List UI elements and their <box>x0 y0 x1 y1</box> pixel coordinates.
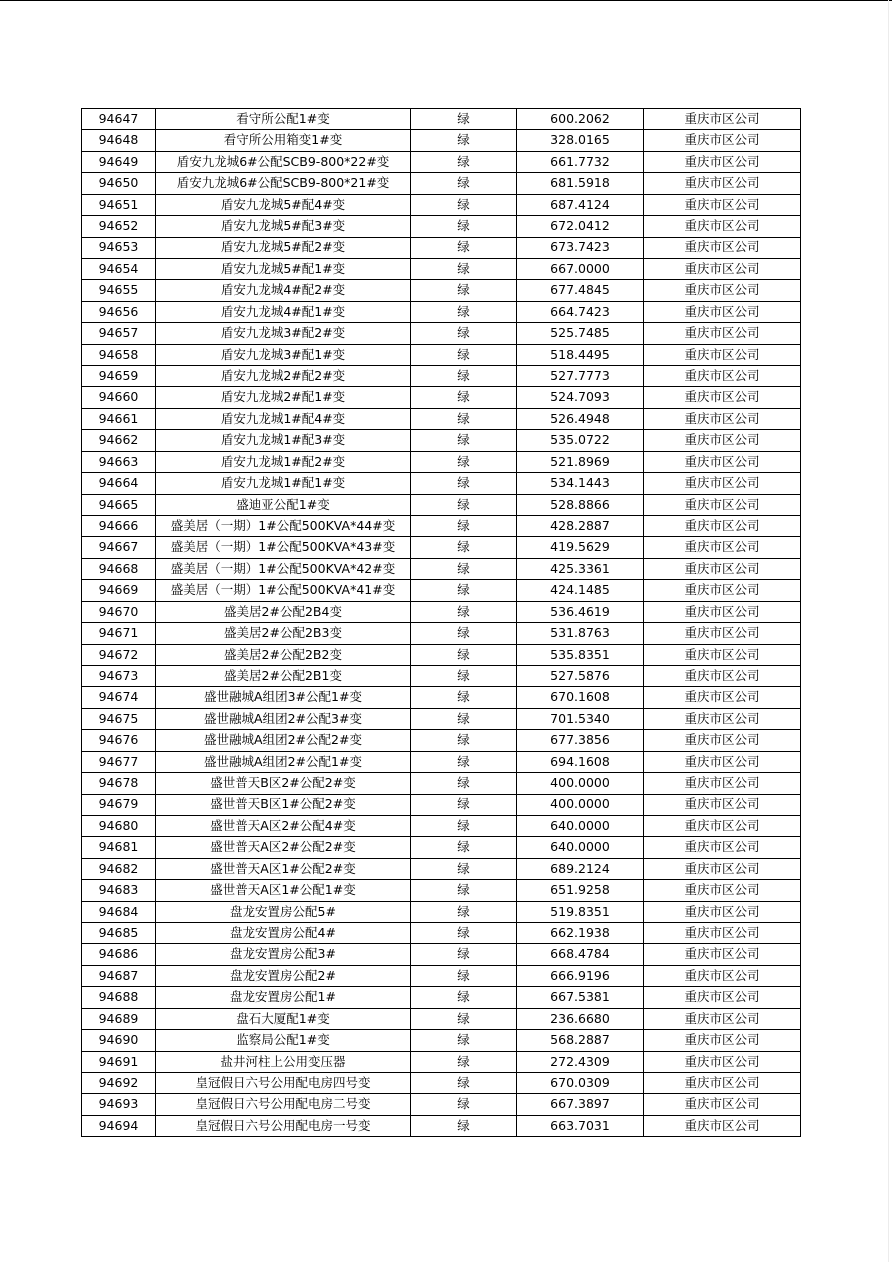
row-id-cell: 94676 <box>82 730 156 751</box>
row-id-cell: 94688 <box>82 987 156 1008</box>
row-company-cell: 重庆市区公司 <box>644 944 801 965</box>
row-company-cell: 重庆市区公司 <box>644 258 801 279</box>
row-name-cell: 看守所公用箱变1#变 <box>156 130 411 151</box>
row-color-cell: 绿 <box>411 1115 517 1136</box>
table-row <box>82 708 801 729</box>
row-color-cell: 绿 <box>411 537 517 558</box>
row-id-cell: 94673 <box>82 665 156 686</box>
row-color-cell: 绿 <box>411 216 517 237</box>
row-id-cell: 94655 <box>82 280 156 301</box>
row-color-cell: 绿 <box>411 173 517 194</box>
row-id-cell: 94689 <box>82 1008 156 1029</box>
row-id-cell: 94666 <box>82 516 156 537</box>
row-value-cell: 666.9196 <box>517 965 644 986</box>
table-row <box>82 473 801 494</box>
row-color-cell: 绿 <box>411 408 517 429</box>
row-name-cell: 监察局公配1#变 <box>156 1030 411 1051</box>
row-company-cell: 重庆市区公司 <box>644 773 801 794</box>
row-color-cell: 绿 <box>411 344 517 365</box>
row-color-cell: 绿 <box>411 1008 517 1029</box>
table-row <box>82 387 801 408</box>
table-row <box>82 408 801 429</box>
row-value-cell: 672.0412 <box>517 216 644 237</box>
row-value-cell: 661.7732 <box>517 151 644 172</box>
row-value-cell: 568.2887 <box>517 1030 644 1051</box>
row-id-cell: 94679 <box>82 794 156 815</box>
table-row <box>82 216 801 237</box>
row-company-cell: 重庆市区公司 <box>644 237 801 258</box>
row-value-cell: 701.5340 <box>517 708 644 729</box>
table-row <box>82 494 801 515</box>
row-id-cell: 94658 <box>82 344 156 365</box>
row-id-cell: 94670 <box>82 601 156 622</box>
row-value-cell: 400.0000 <box>517 794 644 815</box>
table-row <box>82 965 801 986</box>
table-row <box>82 644 801 665</box>
row-value-cell: 681.5918 <box>517 173 644 194</box>
row-value-cell: 535.8351 <box>517 644 644 665</box>
table-row <box>82 794 801 815</box>
row-company-cell: 重庆市区公司 <box>644 537 801 558</box>
row-id-cell: 94686 <box>82 944 156 965</box>
table-row <box>82 173 801 194</box>
row-name-cell: 盾安九龙城4#配2#变 <box>156 280 411 301</box>
row-company-cell: 重庆市区公司 <box>644 1008 801 1029</box>
row-id-cell: 94690 <box>82 1030 156 1051</box>
row-company-cell: 重庆市区公司 <box>644 923 801 944</box>
row-id-cell: 94651 <box>82 194 156 215</box>
row-color-cell: 绿 <box>411 301 517 322</box>
row-color-cell: 绿 <box>411 794 517 815</box>
row-name-cell: 盾安九龙城2#配2#变 <box>156 366 411 387</box>
row-id-cell: 94680 <box>82 815 156 836</box>
row-value-cell: 272.4309 <box>517 1051 644 1072</box>
row-id-cell: 94668 <box>82 558 156 579</box>
row-id-cell: 94674 <box>82 687 156 708</box>
row-id-cell: 94675 <box>82 708 156 729</box>
table-row <box>82 665 801 686</box>
row-company-cell: 重庆市区公司 <box>644 1051 801 1072</box>
row-company-cell: 重庆市区公司 <box>644 1030 801 1051</box>
row-name-cell: 皇冠假日六号公用配电房一号变 <box>156 1115 411 1136</box>
row-company-cell: 重庆市区公司 <box>644 344 801 365</box>
row-name-cell: 盾安九龙城1#配1#变 <box>156 473 411 494</box>
row-value-cell: 664.7423 <box>517 301 644 322</box>
table-row <box>82 1051 801 1072</box>
table-row <box>82 516 801 537</box>
row-color-cell: 绿 <box>411 644 517 665</box>
table-row <box>82 430 801 451</box>
table-row <box>82 280 801 301</box>
row-name-cell: 盾安九龙城1#配2#变 <box>156 451 411 472</box>
row-color-cell: 绿 <box>411 558 517 579</box>
row-name-cell: 盾安九龙城6#公配SCB9-800*21#变 <box>156 173 411 194</box>
table-row <box>82 451 801 472</box>
transformer-table <box>81 108 801 1137</box>
row-name-cell: 盛世普天A区1#公配1#变 <box>156 880 411 901</box>
row-company-cell: 重庆市区公司 <box>644 623 801 644</box>
row-name-cell: 盾安九龙城2#配1#变 <box>156 387 411 408</box>
row-id-cell: 94681 <box>82 837 156 858</box>
row-id-cell: 94664 <box>82 473 156 494</box>
row-id-cell: 94650 <box>82 173 156 194</box>
row-company-cell: 重庆市区公司 <box>644 430 801 451</box>
row-id-cell: 94671 <box>82 623 156 644</box>
table-row <box>82 1072 801 1093</box>
row-name-cell: 盛世普天A区2#公配4#变 <box>156 815 411 836</box>
row-company-cell: 重庆市区公司 <box>644 151 801 172</box>
table-row <box>82 1115 801 1136</box>
row-value-cell: 667.0000 <box>517 258 644 279</box>
row-color-cell: 绿 <box>411 1072 517 1093</box>
table-row <box>82 344 801 365</box>
table-row <box>82 151 801 172</box>
row-name-cell: 盛美居2#公配2B4变 <box>156 601 411 622</box>
row-name-cell: 盘石大厦配1#变 <box>156 1008 411 1029</box>
row-name-cell: 盛世融城A组团2#公配3#变 <box>156 708 411 729</box>
row-company-cell: 重庆市区公司 <box>644 880 801 901</box>
row-color-cell: 绿 <box>411 366 517 387</box>
table-row <box>82 301 801 322</box>
row-value-cell: 640.0000 <box>517 837 644 858</box>
row-name-cell: 盛世融城A组团3#公配1#变 <box>156 687 411 708</box>
row-company-cell: 重庆市区公司 <box>644 794 801 815</box>
row-value-cell: 673.7423 <box>517 237 644 258</box>
row-name-cell: 盾安九龙城6#公配SCB9-800*22#变 <box>156 151 411 172</box>
row-id-cell: 94661 <box>82 408 156 429</box>
row-name-cell: 盾安九龙城3#配1#变 <box>156 344 411 365</box>
table-row <box>82 858 801 879</box>
row-company-cell: 重庆市区公司 <box>644 1072 801 1093</box>
row-company-cell: 重庆市区公司 <box>644 708 801 729</box>
row-id-cell: 94663 <box>82 451 156 472</box>
table-row <box>82 944 801 965</box>
row-company-cell: 重庆市区公司 <box>644 901 801 922</box>
table-row <box>82 601 801 622</box>
row-color-cell: 绿 <box>411 323 517 344</box>
row-company-cell: 重庆市区公司 <box>644 173 801 194</box>
row-color-cell: 绿 <box>411 451 517 472</box>
row-name-cell: 盐井河柱上公用变压器 <box>156 1051 411 1072</box>
row-value-cell: 531.8763 <box>517 623 644 644</box>
row-name-cell: 盛世普天A区2#公配2#变 <box>156 837 411 858</box>
row-color-cell: 绿 <box>411 258 517 279</box>
row-company-cell: 重庆市区公司 <box>644 130 801 151</box>
row-id-cell: 94652 <box>82 216 156 237</box>
row-color-cell: 绿 <box>411 473 517 494</box>
row-name-cell: 盘龙安置房公配5# <box>156 901 411 922</box>
row-value-cell: 400.0000 <box>517 773 644 794</box>
row-color-cell: 绿 <box>411 601 517 622</box>
row-id-cell: 94692 <box>82 1072 156 1093</box>
row-value-cell: 667.3897 <box>517 1094 644 1115</box>
row-value-cell: 424.1485 <box>517 580 644 601</box>
row-company-cell: 重庆市区公司 <box>644 301 801 322</box>
row-name-cell: 盘龙安置房公配1# <box>156 987 411 1008</box>
row-value-cell: 328.0165 <box>517 130 644 151</box>
row-name-cell: 盛美居（一期）1#公配500KVA*42#变 <box>156 558 411 579</box>
row-value-cell: 687.4124 <box>517 194 644 215</box>
row-color-cell: 绿 <box>411 730 517 751</box>
row-value-cell: 524.7093 <box>517 387 644 408</box>
row-color-cell: 绿 <box>411 387 517 408</box>
row-value-cell: 526.4948 <box>517 408 644 429</box>
table-row <box>82 580 801 601</box>
row-id-cell: 94694 <box>82 1115 156 1136</box>
table-row <box>82 773 801 794</box>
row-value-cell: 668.4784 <box>517 944 644 965</box>
row-color-cell: 绿 <box>411 880 517 901</box>
row-color-cell: 绿 <box>411 751 517 772</box>
row-value-cell: 527.5876 <box>517 665 644 686</box>
row-value-cell: 425.3361 <box>517 558 644 579</box>
row-company-cell: 重庆市区公司 <box>644 751 801 772</box>
row-company-cell: 重庆市区公司 <box>644 408 801 429</box>
table-row <box>82 1030 801 1051</box>
row-value-cell: 640.0000 <box>517 815 644 836</box>
row-name-cell: 盾安九龙城5#配3#变 <box>156 216 411 237</box>
row-value-cell: 534.1443 <box>517 473 644 494</box>
row-company-cell: 重庆市区公司 <box>644 473 801 494</box>
row-id-cell: 94653 <box>82 237 156 258</box>
row-name-cell: 盾安九龙城3#配2#变 <box>156 323 411 344</box>
row-name-cell: 看守所公配1#变 <box>156 109 411 130</box>
row-color-cell: 绿 <box>411 1030 517 1051</box>
table-row <box>82 730 801 751</box>
row-id-cell: 94649 <box>82 151 156 172</box>
row-id-cell: 94678 <box>82 773 156 794</box>
row-name-cell: 盘龙安置房公配3# <box>156 944 411 965</box>
row-name-cell: 盛美居（一期）1#公配500KVA*41#变 <box>156 580 411 601</box>
table-row <box>82 687 801 708</box>
row-color-cell: 绿 <box>411 151 517 172</box>
row-company-cell: 重庆市区公司 <box>644 601 801 622</box>
row-color-cell: 绿 <box>411 708 517 729</box>
row-value-cell: 518.4495 <box>517 344 644 365</box>
row-value-cell: 527.7773 <box>517 366 644 387</box>
row-name-cell: 盾安九龙城4#配1#变 <box>156 301 411 322</box>
table-row <box>82 323 801 344</box>
row-color-cell: 绿 <box>411 901 517 922</box>
row-name-cell: 皇冠假日六号公用配电房二号变 <box>156 1094 411 1115</box>
row-value-cell: 677.4845 <box>517 280 644 301</box>
row-name-cell: 盘龙安置房公配4# <box>156 923 411 944</box>
row-id-cell: 94657 <box>82 323 156 344</box>
row-company-cell: 重庆市区公司 <box>644 494 801 515</box>
row-color-cell: 绿 <box>411 194 517 215</box>
table-body <box>82 109 801 1137</box>
row-color-cell: 绿 <box>411 109 517 130</box>
row-color-cell: 绿 <box>411 815 517 836</box>
row-company-cell: 重庆市区公司 <box>644 516 801 537</box>
row-name-cell: 盛美居（一期）1#公配500KVA*43#变 <box>156 537 411 558</box>
row-id-cell: 94669 <box>82 580 156 601</box>
row-company-cell: 重庆市区公司 <box>644 815 801 836</box>
row-company-cell: 重庆市区公司 <box>644 323 801 344</box>
row-value-cell: 519.8351 <box>517 901 644 922</box>
row-id-cell: 94691 <box>82 1051 156 1072</box>
row-value-cell: 667.5381 <box>517 987 644 1008</box>
row-color-cell: 绿 <box>411 1094 517 1115</box>
row-color-cell: 绿 <box>411 280 517 301</box>
row-value-cell: 236.6680 <box>517 1008 644 1029</box>
row-color-cell: 绿 <box>411 773 517 794</box>
row-name-cell: 皇冠假日六号公用配电房四号变 <box>156 1072 411 1093</box>
row-color-cell: 绿 <box>411 130 517 151</box>
row-value-cell: 670.1608 <box>517 687 644 708</box>
row-id-cell: 94684 <box>82 901 156 922</box>
row-color-cell: 绿 <box>411 623 517 644</box>
row-name-cell: 盾安九龙城5#配4#变 <box>156 194 411 215</box>
row-color-cell: 绿 <box>411 516 517 537</box>
row-id-cell: 94683 <box>82 880 156 901</box>
row-name-cell: 盛世普天B区1#公配2#变 <box>156 794 411 815</box>
table-row <box>82 1008 801 1029</box>
row-value-cell: 651.9258 <box>517 880 644 901</box>
table-row <box>82 109 801 130</box>
row-name-cell: 盛美居2#公配2B1变 <box>156 665 411 686</box>
row-id-cell: 94685 <box>82 923 156 944</box>
row-id-cell: 94667 <box>82 537 156 558</box>
page-top-rule <box>0 0 892 1</box>
row-value-cell: 525.7485 <box>517 323 644 344</box>
row-value-cell: 419.5629 <box>517 537 644 558</box>
row-name-cell: 盛美居2#公配2B3变 <box>156 623 411 644</box>
row-value-cell: 600.2062 <box>517 109 644 130</box>
row-name-cell: 盛迪亚公配1#变 <box>156 494 411 515</box>
row-name-cell: 盘龙安置房公配2# <box>156 965 411 986</box>
row-name-cell: 盾安九龙城5#配2#变 <box>156 237 411 258</box>
row-company-cell: 重庆市区公司 <box>644 366 801 387</box>
row-id-cell: 94648 <box>82 130 156 151</box>
row-id-cell: 94693 <box>82 1094 156 1115</box>
row-name-cell: 盛世融城A组团2#公配2#变 <box>156 730 411 751</box>
row-company-cell: 重庆市区公司 <box>644 965 801 986</box>
table-row <box>82 558 801 579</box>
row-id-cell: 94659 <box>82 366 156 387</box>
row-company-cell: 重庆市区公司 <box>644 216 801 237</box>
table-row <box>82 194 801 215</box>
row-company-cell: 重庆市区公司 <box>644 665 801 686</box>
row-id-cell: 94662 <box>82 430 156 451</box>
row-value-cell: 694.1608 <box>517 751 644 772</box>
table-row <box>82 815 801 836</box>
row-company-cell: 重庆市区公司 <box>644 194 801 215</box>
table-row <box>82 751 801 772</box>
row-name-cell: 盛世融城A组团2#公配1#变 <box>156 751 411 772</box>
table-row <box>82 923 801 944</box>
table-row <box>82 537 801 558</box>
row-color-cell: 绿 <box>411 923 517 944</box>
table-row <box>82 987 801 1008</box>
row-color-cell: 绿 <box>411 944 517 965</box>
row-id-cell: 94687 <box>82 965 156 986</box>
table-row <box>82 901 801 922</box>
row-color-cell: 绿 <box>411 1051 517 1072</box>
row-name-cell: 盾安九龙城5#配1#变 <box>156 258 411 279</box>
row-id-cell: 94647 <box>82 109 156 130</box>
row-company-cell: 重庆市区公司 <box>644 987 801 1008</box>
row-company-cell: 重庆市区公司 <box>644 558 801 579</box>
row-color-cell: 绿 <box>411 494 517 515</box>
row-name-cell: 盾安九龙城1#配4#变 <box>156 408 411 429</box>
row-company-cell: 重庆市区公司 <box>644 730 801 751</box>
row-name-cell: 盛世普天B区2#公配2#变 <box>156 773 411 794</box>
row-color-cell: 绿 <box>411 965 517 986</box>
row-id-cell: 94656 <box>82 301 156 322</box>
row-company-cell: 重庆市区公司 <box>644 580 801 601</box>
row-company-cell: 重庆市区公司 <box>644 644 801 665</box>
page-right-edge <box>888 0 889 1262</box>
row-id-cell: 94672 <box>82 644 156 665</box>
table-row <box>82 880 801 901</box>
row-value-cell: 521.8969 <box>517 451 644 472</box>
table-row <box>82 258 801 279</box>
row-company-cell: 重庆市区公司 <box>644 837 801 858</box>
row-company-cell: 重庆市区公司 <box>644 109 801 130</box>
table-row <box>82 237 801 258</box>
row-company-cell: 重庆市区公司 <box>644 1115 801 1136</box>
table-row <box>82 130 801 151</box>
row-color-cell: 绿 <box>411 580 517 601</box>
row-id-cell: 94654 <box>82 258 156 279</box>
table-row <box>82 623 801 644</box>
row-value-cell: 689.2124 <box>517 858 644 879</box>
row-color-cell: 绿 <box>411 665 517 686</box>
row-company-cell: 重庆市区公司 <box>644 280 801 301</box>
row-color-cell: 绿 <box>411 858 517 879</box>
row-name-cell: 盾安九龙城1#配3#变 <box>156 430 411 451</box>
row-id-cell: 94665 <box>82 494 156 515</box>
row-color-cell: 绿 <box>411 987 517 1008</box>
table-row <box>82 1094 801 1115</box>
row-value-cell: 428.2887 <box>517 516 644 537</box>
row-value-cell: 677.3856 <box>517 730 644 751</box>
row-value-cell: 663.7031 <box>517 1115 644 1136</box>
row-value-cell: 528.8866 <box>517 494 644 515</box>
row-color-cell: 绿 <box>411 687 517 708</box>
row-name-cell: 盛美居（一期）1#公配500KVA*44#变 <box>156 516 411 537</box>
row-id-cell: 94682 <box>82 858 156 879</box>
row-company-cell: 重庆市区公司 <box>644 687 801 708</box>
row-company-cell: 重庆市区公司 <box>644 451 801 472</box>
row-company-cell: 重庆市区公司 <box>644 387 801 408</box>
row-company-cell: 重庆市区公司 <box>644 1094 801 1115</box>
row-value-cell: 670.0309 <box>517 1072 644 1093</box>
row-value-cell: 536.4619 <box>517 601 644 622</box>
row-name-cell: 盛世普天A区1#公配2#变 <box>156 858 411 879</box>
row-company-cell: 重庆市区公司 <box>644 858 801 879</box>
row-value-cell: 662.1938 <box>517 923 644 944</box>
row-id-cell: 94660 <box>82 387 156 408</box>
row-name-cell: 盛美居2#公配2B2变 <box>156 644 411 665</box>
table-row <box>82 837 801 858</box>
row-value-cell: 535.0722 <box>517 430 644 451</box>
row-color-cell: 绿 <box>411 430 517 451</box>
row-id-cell: 94677 <box>82 751 156 772</box>
row-color-cell: 绿 <box>411 237 517 258</box>
row-color-cell: 绿 <box>411 837 517 858</box>
table-row <box>82 366 801 387</box>
